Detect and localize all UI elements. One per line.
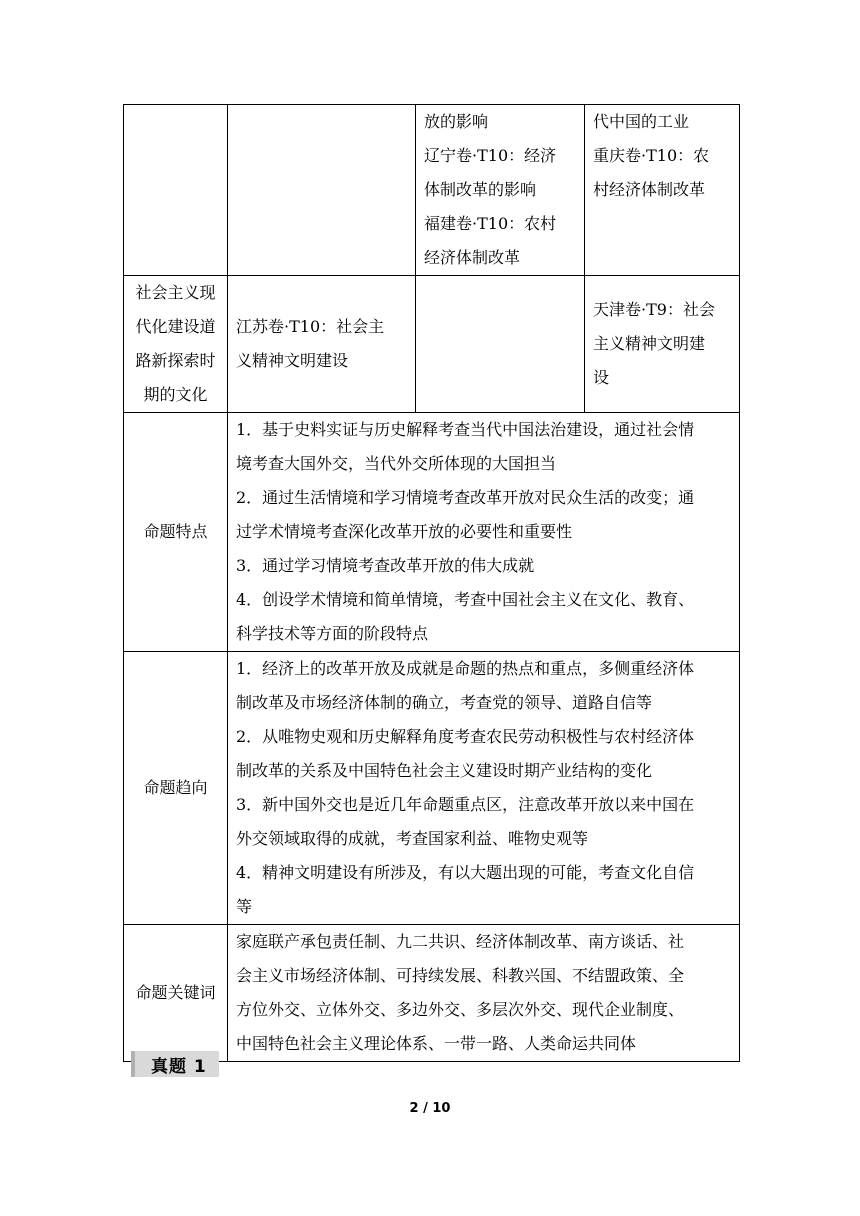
table-row (124, 105, 740, 276)
cell-line: 方位外交、立体外交、多边外交、多层次外交、现代企业制度、 (236, 1000, 685, 1019)
cell-line: 天津卷·T9：社会 (593, 300, 715, 319)
table-row (124, 276, 740, 413)
cell-line: 3．新中国外交也是近几年命题重点区，注意改革开放以来中国在 (236, 795, 695, 814)
cell-line: 设 (593, 368, 610, 387)
cell-line: 过学术情境考查深化改革开放的必要性和重要性 (236, 522, 573, 541)
table-cell-empty (228, 105, 416, 276)
cell-line: 会主义市场经济体制、可持续发展、科教兴国、不结盟政策、全 (236, 966, 685, 985)
row-label-cell (124, 276, 228, 413)
cell-line: 制改革的关系及中国特色社会主义建设时期产业结构的变化 (236, 761, 653, 780)
cell-line: 境考查大国外交，当代外交所体现的大国担当 (236, 454, 557, 473)
table-cell (416, 105, 585, 276)
cell-line: 家庭联产承包责任制、九二共识、经济体制改革、南方谈话、社 (236, 932, 685, 951)
cell-line: 科学技术等方面的阶段特点 (236, 624, 429, 643)
table-cell-empty (416, 276, 585, 413)
cell-line: 4．创设学术情境和简单情境，考查中国社会主义在文化、教育、 (236, 590, 695, 609)
table-cell-wide (228, 413, 740, 652)
cell-line: 村经济体制改革 (593, 180, 706, 199)
cell-line: 2．从唯物史观和历史解释角度考查农民劳动积极性与农村经济体 (236, 727, 695, 746)
cell-line: 体制改革的影响 (424, 180, 537, 199)
cell-line: 辽宁卷·T10：经济 (424, 146, 557, 165)
cell-line: 放的影响 (424, 112, 489, 131)
row-label-line: 社会主义现 (135, 283, 216, 302)
cell-line: 外交领域取得的成就，考查国家利益、唯物史观等 (236, 829, 589, 848)
row-label-cell (124, 652, 228, 925)
table-cell (228, 276, 416, 413)
cell-line: 中国特色社会主义理论体系、一带一路、人类命运共同体 (236, 1034, 637, 1053)
row-label-cell (124, 925, 228, 1062)
row-label: 命题关键词 (135, 983, 216, 1002)
cell-line: 3．通过学习情境考查改革开放的伟大成就 (236, 556, 535, 575)
section-heading-box (131, 1051, 219, 1077)
cell-line: 福建卷·T10：农村 (424, 214, 557, 233)
cell-line: 1．经济上的改革开放及成就是命题的热点和重点，多侧重经济体 (236, 659, 695, 678)
row-label: 命题趋向 (143, 778, 208, 797)
cell-line: 制改革及市场经济体制的确立，考查党的领导、道路自信等 (236, 693, 653, 712)
exam-analysis-table (123, 104, 740, 1062)
cell-line: 主义精神文明建 (593, 334, 706, 353)
cell-line: 4．精神文明建设有所涉及，有以大题出现的可能，考查文化自信 (236, 863, 695, 882)
table-row (124, 413, 740, 652)
cell-line: 代中国的工业 (593, 112, 690, 131)
cell-line: 义精神文明建设 (236, 351, 349, 370)
cell-line: 等 (236, 897, 253, 916)
cell-line: 江苏卷·T10：社会主 (236, 317, 385, 336)
table-cell-empty (124, 105, 228, 276)
row-label-line: 路新探索时 (135, 351, 216, 370)
row-label-line: 代化建设道 (135, 317, 216, 336)
table-cell (585, 276, 740, 413)
section-heading: 真题 1 (151, 1057, 207, 1077)
row-label-cell (124, 413, 228, 652)
table-cell-wide (228, 925, 740, 1062)
cell-line: 重庆卷·T10：农 (593, 146, 710, 165)
cell-line: 经济体制改革 (424, 248, 521, 267)
table-row (124, 652, 740, 925)
row-label: 命题特点 (143, 522, 208, 541)
table-cell-wide (228, 652, 740, 925)
page-number: 2 / 10 (409, 1101, 451, 1116)
table-row (124, 925, 740, 1062)
cell-line: 1．基于史料实证与历史解释考查当代中国法治建设，通过社会情 (236, 420, 695, 439)
table-cell (585, 105, 740, 276)
cell-line: 2．通过生活情境和学习情境考查改革开放对民众生活的改变；通 (236, 488, 695, 507)
row-label-line: 期的文化 (143, 385, 208, 404)
